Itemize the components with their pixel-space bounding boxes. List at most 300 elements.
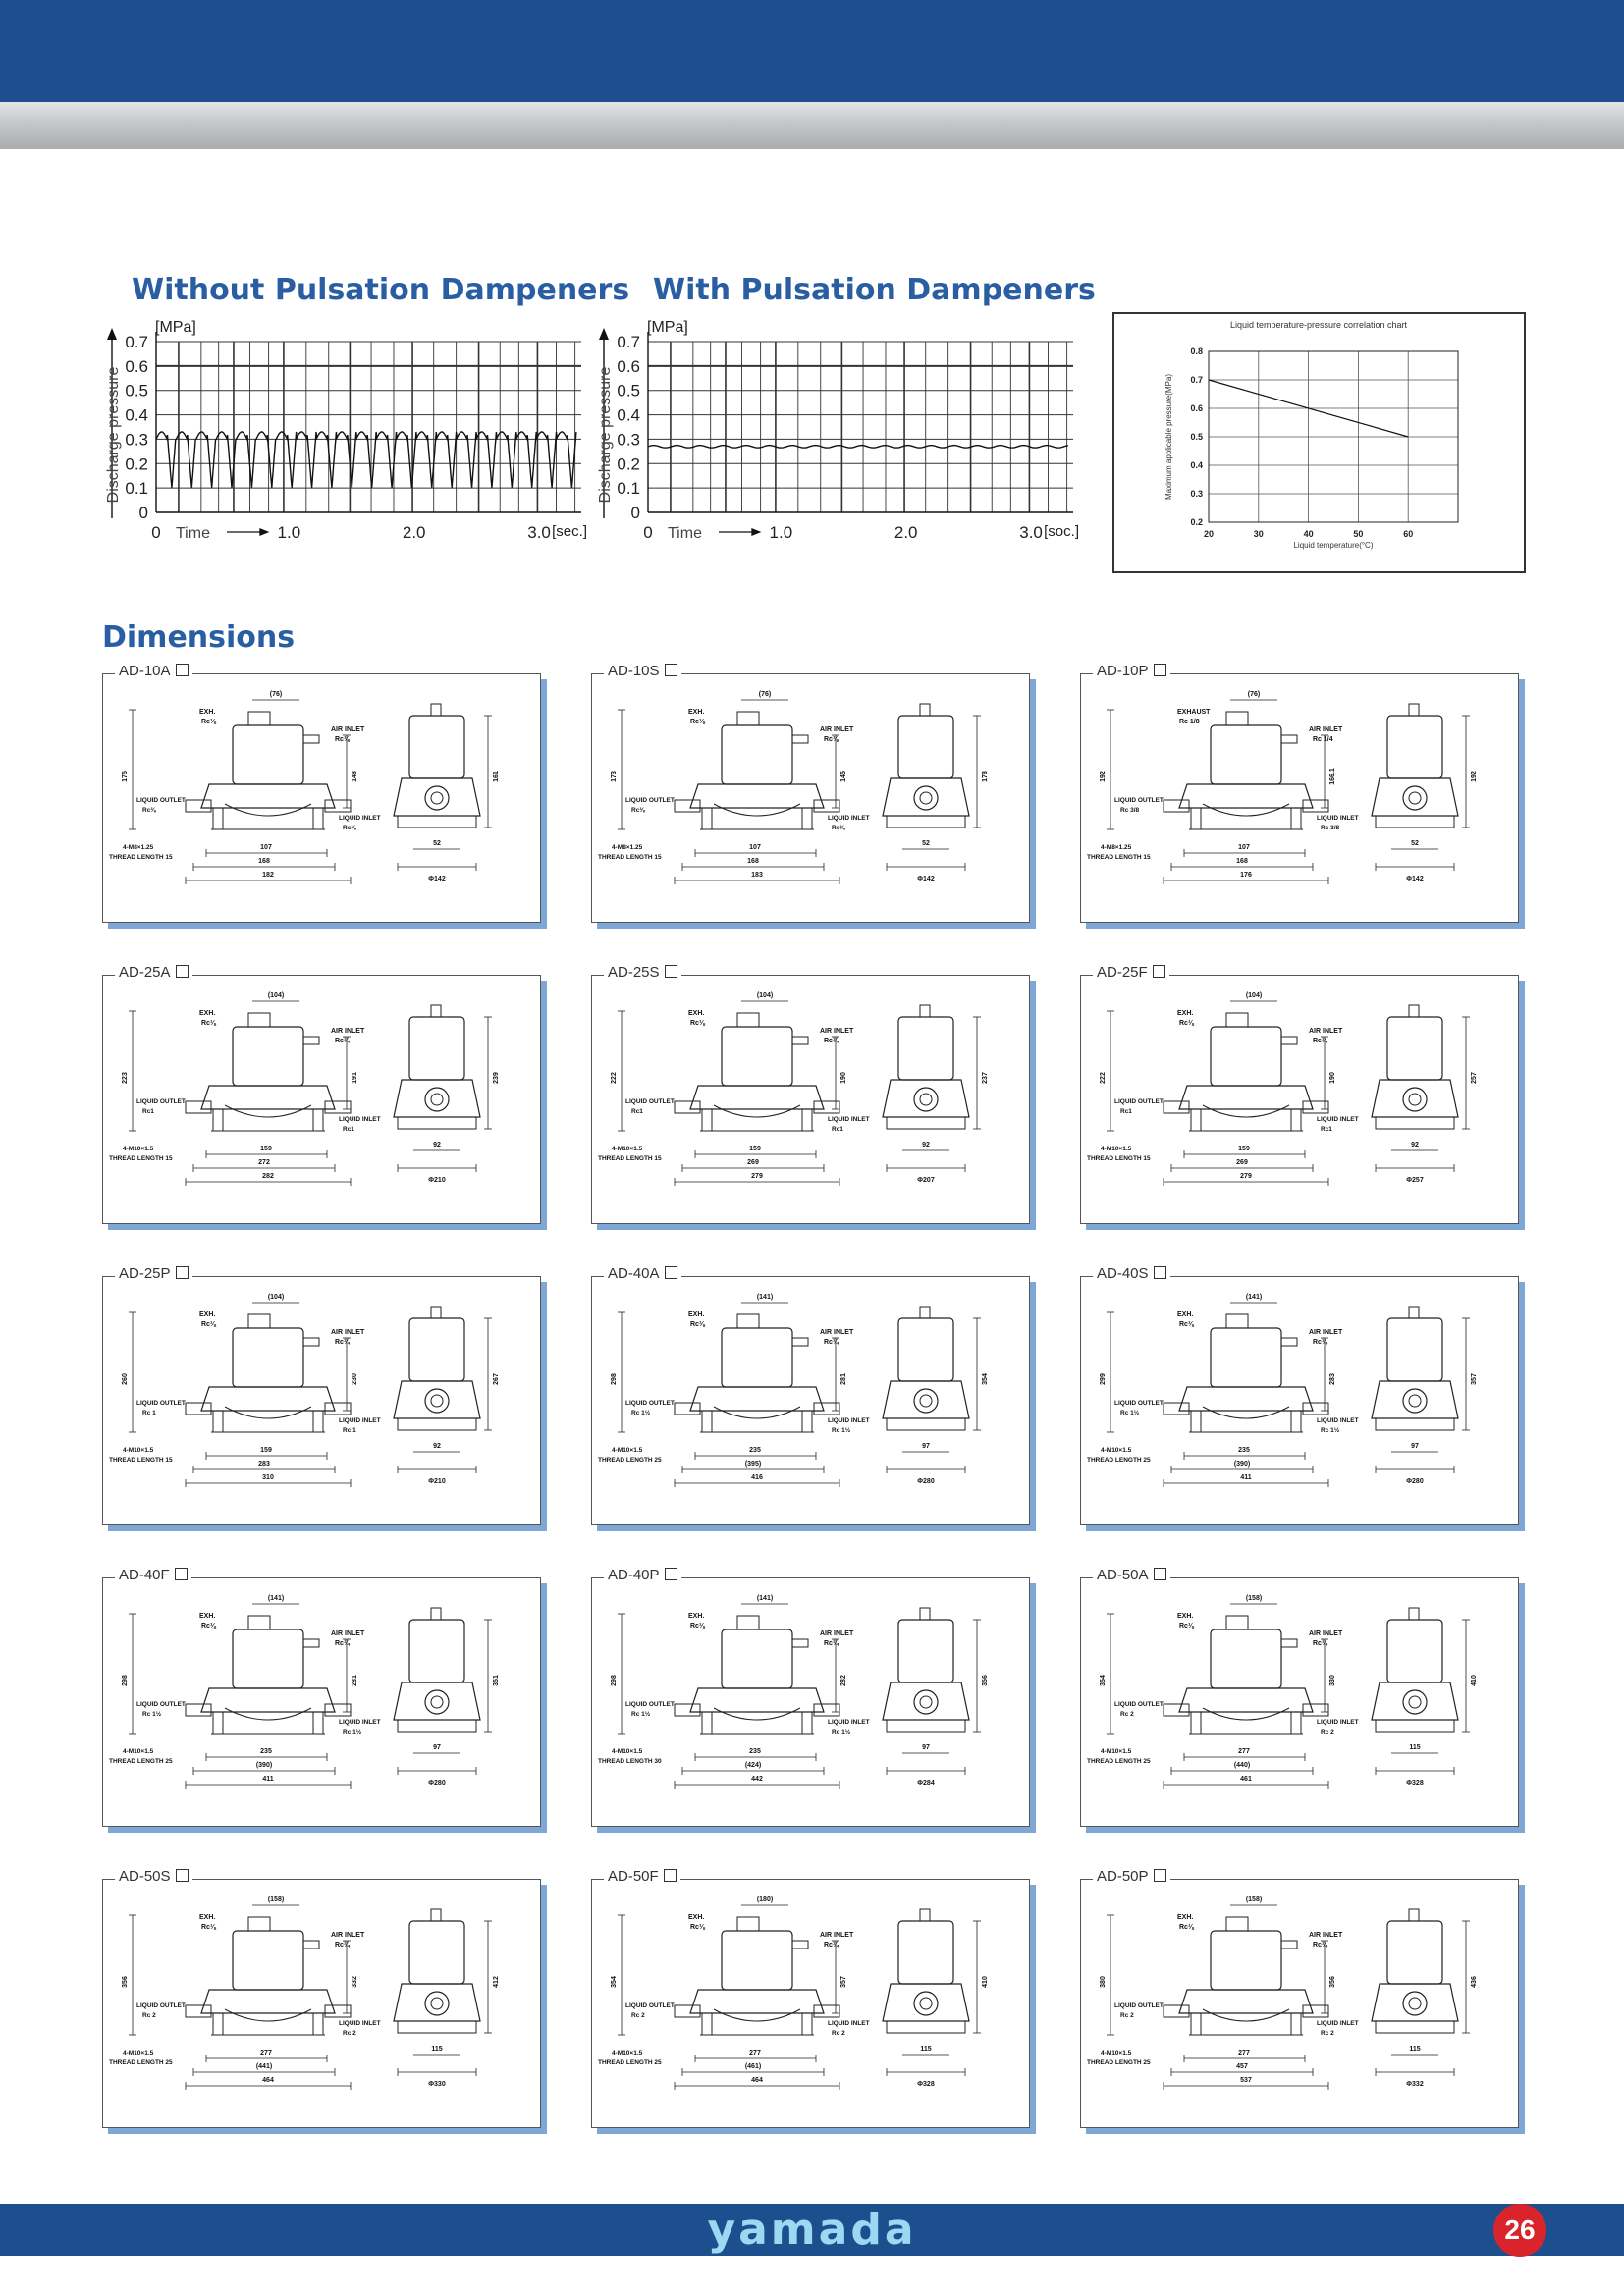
liquid-outlet-size: Rc 2 — [142, 2012, 156, 2019]
liquid-inlet-label: LIQUID INLET — [828, 815, 870, 822]
dimension-panel-ad-40a — [591, 1265, 1030, 1525]
exhaust-size: Rc⅛ — [1179, 1020, 1194, 1027]
air-inlet-label: AIR INLET — [820, 1932, 854, 1939]
diameter: Φ280 — [1406, 1478, 1424, 1485]
x-tick-label: 1.0 — [277, 523, 301, 542]
thread-length: THREAD LENGTH 15 — [109, 1155, 173, 1162]
bolt-spec: 4-M10×1.5 — [123, 2050, 154, 2056]
model-label: AD-10A — [115, 663, 192, 679]
height-overall: 192 — [1100, 771, 1107, 782]
top-dimension: (141) — [756, 1294, 774, 1301]
dimension-panel-ad-25s — [591, 964, 1030, 1224]
height-overall: 175 — [122, 771, 129, 782]
liquid-outlet-size: Rc⅜ — [142, 807, 156, 814]
exhaust-size: Rc⅛ — [690, 1321, 705, 1328]
thread-length: THREAD LENGTH 15 — [109, 1457, 173, 1464]
exhaust-label: EXH. — [1177, 1914, 1194, 1921]
diameter: Φ142 — [917, 876, 935, 882]
width-overall: 464 — [262, 2077, 274, 2084]
exhaust-label: EXH. — [1177, 1311, 1194, 1318]
exhaust-size: Rc⅛ — [690, 719, 705, 725]
height-body: 332 — [352, 1976, 358, 1988]
diameter: Φ328 — [1406, 1780, 1424, 1787]
correlation-title: Liquid temperature-pressure correlation chart — [1229, 320, 1408, 330]
width-mid: (424) — [744, 1762, 762, 1769]
height-side: 178 — [982, 771, 989, 782]
liquid-inlet-label: LIQUID INLET — [1317, 1417, 1359, 1424]
thread-length: THREAD LENGTH 25 — [109, 2059, 173, 2066]
model-label: AD-50P — [1093, 1868, 1170, 1885]
height-side: 192 — [1471, 771, 1478, 782]
width-inner: 277 — [1238, 2050, 1250, 2056]
pump-side-view — [394, 704, 480, 828]
pump-side-view — [1372, 1307, 1458, 1430]
top-dimension: (141) — [1245, 1294, 1263, 1301]
pump-front-view — [1164, 1917, 1328, 2035]
model-label: AD-25F — [1093, 964, 1169, 981]
header-band — [0, 102, 1624, 149]
exhaust-size: Rc⅛ — [201, 1020, 216, 1027]
diameter: Φ332 — [1406, 2081, 1424, 2088]
liquid-outlet-size: Rc 1 — [142, 1410, 156, 1416]
dimension-panel-ad-50a — [1080, 1567, 1519, 1827]
pump-front-view — [1164, 1314, 1328, 1432]
height-overall: 354 — [611, 1976, 618, 1988]
exhaust-size: Rc⅛ — [690, 1623, 705, 1629]
liquid-inlet-size: Rc 2 — [343, 2030, 356, 2037]
exhaust-label: EXH. — [199, 1311, 216, 1318]
liquid-outlet-size: Rc 1½ — [631, 1711, 651, 1718]
bolt-spec: 4-M10×1.5 — [1101, 1748, 1132, 1755]
pump-drawing — [592, 674, 1029, 922]
y-tick-label: 0.1 — [125, 479, 148, 499]
top-dimension: (104) — [267, 992, 285, 999]
model-label: AD-25P — [115, 1265, 192, 1282]
air-inlet-size: Rc¼ — [824, 1942, 839, 1949]
exhaust-label: EXH. — [199, 1613, 216, 1620]
height-overall: 222 — [1100, 1072, 1107, 1084]
dimension-panel-ad-40f — [102, 1567, 541, 1827]
thread-length: THREAD LENGTH 15 — [109, 854, 173, 861]
height-overall: 173 — [611, 771, 618, 782]
diameter: Φ257 — [1406, 1177, 1424, 1184]
top-dimension: (76) — [1247, 691, 1261, 698]
y-axis-label: Discharge pressure — [105, 366, 122, 504]
x-tick-label: 0 — [151, 523, 161, 542]
height-overall: 298 — [611, 1373, 618, 1385]
liquid-inlet-label: LIQUID INLET — [339, 1116, 381, 1123]
liquid-outlet-label: LIQUID OUTLET — [1114, 1098, 1164, 1105]
pump-drawing — [1081, 674, 1518, 922]
air-inlet-size: Rc¼ — [824, 1038, 839, 1044]
width-mid: 272 — [258, 1159, 270, 1166]
liquid-inlet-label: LIQUID INLET — [1317, 1719, 1359, 1726]
x-tick-label: 50 — [1353, 529, 1364, 539]
model-label: AD-40A — [604, 1265, 681, 1282]
width-mid: (390) — [1233, 1461, 1251, 1468]
liquid-inlet-label: LIQUID INLET — [339, 2020, 381, 2027]
pump-front-view — [186, 1917, 351, 2035]
y-tick-label: 0.2 — [617, 454, 640, 474]
air-inlet-label: AIR INLET — [1309, 1932, 1343, 1939]
diameter: Φ142 — [1406, 876, 1424, 882]
exhaust-size: Rc⅛ — [201, 719, 216, 725]
air-inlet-label: AIR INLET — [1309, 1329, 1343, 1336]
width-mid: (461) — [744, 2063, 762, 2070]
pressure-chart-with — [594, 316, 1085, 552]
x-unit-label: [soc.] — [1044, 523, 1079, 540]
bolt-spec: 4-M10×1.5 — [612, 2050, 643, 2056]
width-inner: 235 — [1238, 1447, 1250, 1454]
liquid-outlet-size: Rc 1½ — [1120, 1410, 1140, 1416]
width-mid: 269 — [1236, 1159, 1248, 1166]
pump-drawing — [1081, 1578, 1518, 1826]
liquid-inlet-size: Rc1 — [343, 1126, 354, 1133]
exhaust-size: Rc⅛ — [201, 1924, 216, 1931]
width-overall: 279 — [1240, 1173, 1252, 1180]
x-axis-label: Time — [176, 525, 210, 542]
thread-length: THREAD LENGTH 15 — [598, 1155, 662, 1162]
height-body: 356 — [1329, 1976, 1336, 1988]
height-side: 357 — [1471, 1373, 1478, 1385]
pump-side-view — [1372, 1909, 1458, 2033]
liquid-inlet-label: LIQUID INLET — [339, 815, 381, 822]
liquid-inlet-size: Rc 1½ — [832, 1729, 851, 1735]
dimension-panel-ad-40s — [1080, 1265, 1519, 1525]
correlation-chart-frame — [1112, 312, 1526, 573]
pump-side-view — [883, 704, 969, 828]
width-overall: 176 — [1240, 872, 1252, 879]
pump-side-view — [1372, 704, 1458, 828]
air-inlet-size: Rc¼ — [1313, 1640, 1327, 1647]
liquid-inlet-label: LIQUID INLET — [1317, 815, 1359, 822]
model-label: AD-25S — [604, 964, 681, 981]
width-overall: 442 — [751, 1776, 763, 1783]
width-overall: 464 — [751, 2077, 763, 2084]
y-tick-label: 0.4 — [125, 405, 148, 425]
exhaust-label: EXH. — [1177, 1010, 1194, 1017]
exhaust-label: EXH. — [688, 709, 705, 716]
exhaust-label: EXH. — [1177, 1613, 1194, 1620]
top-dimension: (141) — [267, 1595, 285, 1602]
diameter: Φ330 — [428, 2081, 446, 2088]
height-overall: 299 — [1100, 1373, 1107, 1385]
pump-drawing — [592, 1880, 1029, 2127]
air-inlet-size: Rc⅛ — [335, 736, 350, 743]
liquid-inlet-size: Rc 2 — [832, 2030, 845, 2037]
height-overall: 298 — [122, 1675, 129, 1686]
exhaust-size: Rc⅛ — [1179, 1623, 1194, 1629]
discharge-series-line — [648, 446, 1068, 449]
air-inlet-size: Rc¼ — [1313, 1339, 1327, 1346]
bolt-spec: 4-M10×1.5 — [1101, 2050, 1132, 2056]
width-inner: 159 — [1238, 1146, 1250, 1152]
air-inlet-label: AIR INLET — [820, 726, 854, 733]
height-body: 281 — [840, 1373, 847, 1385]
thread-length: THREAD LENGTH 15 — [1087, 854, 1151, 861]
air-inlet-label: AIR INLET — [820, 1028, 854, 1035]
y-tick-label: 0.6 — [617, 356, 640, 376]
pump-front-view — [1164, 1616, 1328, 1734]
height-side: 257 — [1471, 1072, 1478, 1084]
pump-front-view — [675, 1616, 839, 1734]
air-inlet-label: AIR INLET — [820, 1329, 854, 1336]
model-label: AD-25A — [115, 964, 192, 981]
height-body: 283 — [1329, 1373, 1336, 1385]
liquid-outlet-size: Rc 2 — [1120, 1711, 1134, 1718]
time-arrow-head — [259, 528, 269, 536]
liquid-outlet-label: LIQUID OUTLET — [625, 797, 675, 804]
model-label: AD-40P — [604, 1567, 681, 1583]
liquid-outlet-label: LIQUID OUTLET — [625, 1400, 675, 1407]
liquid-outlet-label: LIQUID OUTLET — [136, 1701, 186, 1708]
x-tick-label: 60 — [1403, 529, 1414, 539]
height-body: 190 — [840, 1072, 847, 1084]
side-width: 97 — [433, 1744, 441, 1751]
exhaust-size: Rc⅛ — [1179, 1924, 1194, 1931]
width-inner: 235 — [749, 1748, 761, 1755]
model-label: AD-10S — [604, 663, 681, 679]
width-inner: 107 — [749, 844, 761, 851]
width-inner: 159 — [749, 1146, 761, 1152]
width-overall: 282 — [262, 1173, 274, 1180]
y-tick-label: 0.3 — [1190, 489, 1203, 499]
y-tick-label: 0.4 — [1190, 460, 1203, 470]
liquid-outlet-label: LIQUID OUTLET — [136, 2002, 186, 2009]
pump-front-view — [186, 1616, 351, 1734]
pump-front-view — [675, 1917, 839, 2035]
exhaust-label: EXH. — [688, 1010, 705, 1017]
liquid-inlet-label: LIQUID INLET — [828, 1116, 870, 1123]
liquid-outlet-size: Rc 1½ — [142, 1711, 162, 1718]
y-arrow-head — [107, 328, 117, 340]
air-inlet-label: AIR INLET — [331, 726, 365, 733]
exhaust-size: Rc⅛ — [1179, 1321, 1194, 1328]
air-inlet-label: AIR INLET — [331, 1932, 365, 1939]
width-inner: 277 — [749, 2050, 761, 2056]
model-label: AD-40F — [115, 1567, 191, 1583]
height-side: 356 — [982, 1675, 989, 1686]
thread-length: THREAD LENGTH 15 — [598, 854, 662, 861]
liquid-inlet-label: LIQUID INLET — [828, 1417, 870, 1424]
pump-side-view — [394, 1307, 480, 1430]
width-overall: 310 — [262, 1474, 274, 1481]
air-inlet-size: Rc¼ — [1313, 1038, 1327, 1044]
x-tick-label: 3.0 — [1019, 523, 1043, 542]
liquid-outlet-label: LIQUID OUTLET — [1114, 1400, 1164, 1407]
liquid-inlet-size: Rc 1½ — [343, 1729, 362, 1735]
pump-drawing — [103, 674, 540, 922]
width-mid: 269 — [747, 1159, 759, 1166]
liquid-outlet-label: LIQUID OUTLET — [136, 1400, 186, 1407]
air-inlet-size: Rc¼ — [335, 1640, 350, 1647]
side-width: 52 — [922, 840, 930, 847]
thread-length: THREAD LENGTH 25 — [598, 1457, 662, 1464]
liquid-outlet-label: LIQUID OUTLET — [136, 797, 186, 804]
width-mid: 168 — [258, 858, 270, 865]
width-inner: 277 — [260, 2050, 272, 2056]
y-tick-label: 0.5 — [1190, 432, 1203, 442]
dimension-panel-ad-50f — [591, 1868, 1030, 2128]
liquid-inlet-label: LIQUID INLET — [1317, 2020, 1359, 2027]
x-tick-label: 2.0 — [893, 523, 918, 542]
liquid-outlet-size: Rc 3/8 — [1120, 807, 1140, 814]
liquid-inlet-size: Rc 1½ — [832, 1427, 851, 1434]
x-tick-label: 0 — [643, 523, 653, 542]
height-body: 190 — [1329, 1072, 1336, 1084]
y-tick-label: 0.2 — [1190, 517, 1203, 527]
pump-front-view — [1164, 1013, 1328, 1131]
width-mid: (395) — [744, 1461, 762, 1468]
bolt-spec: 4-M10×1.5 — [612, 1146, 643, 1152]
height-side: 412 — [493, 1976, 500, 1988]
thread-length: THREAD LENGTH 15 — [1087, 1155, 1151, 1162]
side-width: 97 — [922, 1744, 930, 1751]
height-overall: 222 — [611, 1072, 618, 1084]
chart-title-without: Without Pulsation Dampeners — [132, 273, 630, 307]
pump-drawing — [103, 1578, 540, 1826]
pump-drawing — [592, 1578, 1029, 1826]
dimension-panel-ad-25p — [102, 1265, 541, 1525]
bolt-spec: 4-M8×1.25 — [123, 844, 154, 851]
side-width: 52 — [433, 840, 441, 847]
pump-drawing — [103, 976, 540, 1223]
liquid-outlet-size: Rc1 — [1120, 1108, 1132, 1115]
width-overall: 279 — [751, 1173, 763, 1180]
x-tick-label: 40 — [1303, 529, 1314, 539]
bolt-spec: 4-M10×1.5 — [123, 1447, 154, 1454]
air-inlet-size: Rc⅛ — [824, 736, 839, 743]
side-width: 97 — [1411, 1443, 1419, 1450]
bolt-spec: 4-M10×1.5 — [1101, 1447, 1132, 1454]
width-overall: 411 — [262, 1776, 274, 1783]
pump-side-view — [883, 1307, 969, 1430]
exhaust-size: Rc⅛ — [690, 1924, 705, 1931]
height-side: 354 — [982, 1373, 989, 1385]
exhaust-size: Rc⅛ — [201, 1321, 216, 1328]
liquid-inlet-size: Rc⅜ — [343, 825, 356, 831]
liquid-inlet-size: Rc⅜ — [832, 825, 845, 831]
pump-front-view — [186, 1013, 351, 1131]
side-width: 92 — [433, 1443, 441, 1450]
exhaust-label: EXH. — [199, 1914, 216, 1921]
exhaust-size: Rc⅛ — [690, 1020, 705, 1027]
air-inlet-label: AIR INLET — [331, 1630, 365, 1637]
air-inlet-size: Rc¼ — [335, 1038, 350, 1044]
diameter: Φ210 — [428, 1177, 446, 1184]
height-overall: 354 — [1100, 1675, 1107, 1686]
width-mid: 457 — [1236, 2063, 1248, 2070]
side-width: 115 — [1409, 1744, 1421, 1751]
y-tick-label: 0.3 — [125, 430, 148, 450]
bolt-spec: 4-M10×1.5 — [1101, 1146, 1132, 1152]
y-tick-label: 0.7 — [125, 333, 148, 351]
y-unit-label: [MPa] — [647, 319, 688, 336]
y-unit-label: [MPa] — [155, 319, 196, 336]
liquid-outlet-size: Rc⅜ — [631, 807, 645, 814]
width-overall: 182 — [262, 872, 274, 879]
exhaust-label: EXH. — [688, 1613, 705, 1620]
height-side: 410 — [1471, 1675, 1478, 1686]
top-dimension: (180) — [756, 1896, 774, 1903]
air-inlet-size: Rc¼ — [824, 1339, 839, 1346]
y-tick-label: 0.6 — [1190, 403, 1203, 413]
side-width: 92 — [433, 1142, 441, 1148]
side-width: 97 — [922, 1443, 930, 1450]
air-inlet-size: Rc¼ — [1313, 1942, 1327, 1949]
diameter: Φ142 — [428, 876, 446, 882]
diameter: Φ280 — [917, 1478, 935, 1485]
pump-drawing — [592, 1277, 1029, 1524]
model-label: AD-50S — [115, 1868, 192, 1885]
height-side: 351 — [493, 1675, 500, 1686]
y-axis-label: Discharge pressure — [597, 366, 614, 504]
height-body: 148 — [352, 771, 358, 782]
y-tick-label: 0 — [630, 504, 640, 522]
y-tick-label: 0 — [138, 504, 148, 522]
liquid-inlet-label: LIQUID INLET — [339, 1719, 381, 1726]
x-tick-label: 2.0 — [402, 523, 426, 542]
height-overall: 298 — [611, 1675, 618, 1686]
side-width: 92 — [1411, 1142, 1419, 1148]
bolt-spec: 4-M10×1.5 — [123, 1748, 154, 1755]
dimension-panel-ad-50s — [102, 1868, 541, 2128]
thread-length: THREAD LENGTH 25 — [1087, 2059, 1151, 2066]
model-label: AD-50F — [604, 1868, 680, 1885]
model-label: AD-10P — [1093, 663, 1170, 679]
x-tick-label: 30 — [1253, 529, 1264, 539]
liquid-inlet-label: LIQUID INLET — [828, 2020, 870, 2027]
pump-drawing — [1081, 976, 1518, 1223]
liquid-inlet-size: Rc 2 — [1321, 1729, 1334, 1735]
exhaust-label: EXH. — [688, 1311, 705, 1318]
height-side: 410 — [982, 1976, 989, 1988]
width-overall: 461 — [1240, 1776, 1252, 1783]
diameter: Φ280 — [428, 1780, 446, 1787]
thread-length: THREAD LENGTH 25 — [1087, 1758, 1151, 1765]
liquid-outlet-label: LIQUID OUTLET — [1114, 797, 1164, 804]
liquid-outlet-label: LIQUID OUTLET — [625, 2002, 675, 2009]
pump-side-view — [1372, 1608, 1458, 1732]
liquid-outlet-label: LIQUID OUTLET — [625, 1098, 675, 1105]
pump-drawing — [103, 1880, 540, 2127]
liquid-inlet-size: Rc 1 — [343, 1427, 356, 1434]
pump-front-view — [1164, 712, 1328, 829]
pump-side-view — [1372, 1005, 1458, 1129]
liquid-inlet-label: LIQUID INLET — [828, 1719, 870, 1726]
pump-front-view — [675, 1013, 839, 1131]
liquid-inlet-size: Rc1 — [832, 1126, 843, 1133]
width-inner: 277 — [1238, 1748, 1250, 1755]
liquid-outlet-label: LIQUID OUTLET — [1114, 2002, 1164, 2009]
height-body: 145 — [840, 771, 847, 782]
height-overall: 380 — [1100, 1976, 1107, 1988]
top-dimension: (158) — [1245, 1896, 1263, 1903]
discharge-series-line — [156, 432, 576, 488]
liquid-outlet-label: LIQUID OUTLET — [1114, 1701, 1164, 1708]
bolt-spec: 4-M8×1.25 — [612, 844, 643, 851]
width-mid: (441) — [255, 2063, 273, 2070]
thread-length: THREAD LENGTH 25 — [1087, 1457, 1151, 1464]
air-inlet-label: AIR INLET — [1309, 1028, 1343, 1035]
x-tick-label: 20 — [1203, 529, 1215, 539]
pressure-chart-without — [102, 316, 593, 552]
y-tick-label: 0.5 — [125, 381, 148, 400]
time-arrow-head — [751, 528, 761, 536]
top-dimension: (104) — [267, 1294, 285, 1301]
thread-length: THREAD LENGTH 25 — [109, 1758, 173, 1765]
x-unit-label: [sec.] — [552, 523, 587, 540]
